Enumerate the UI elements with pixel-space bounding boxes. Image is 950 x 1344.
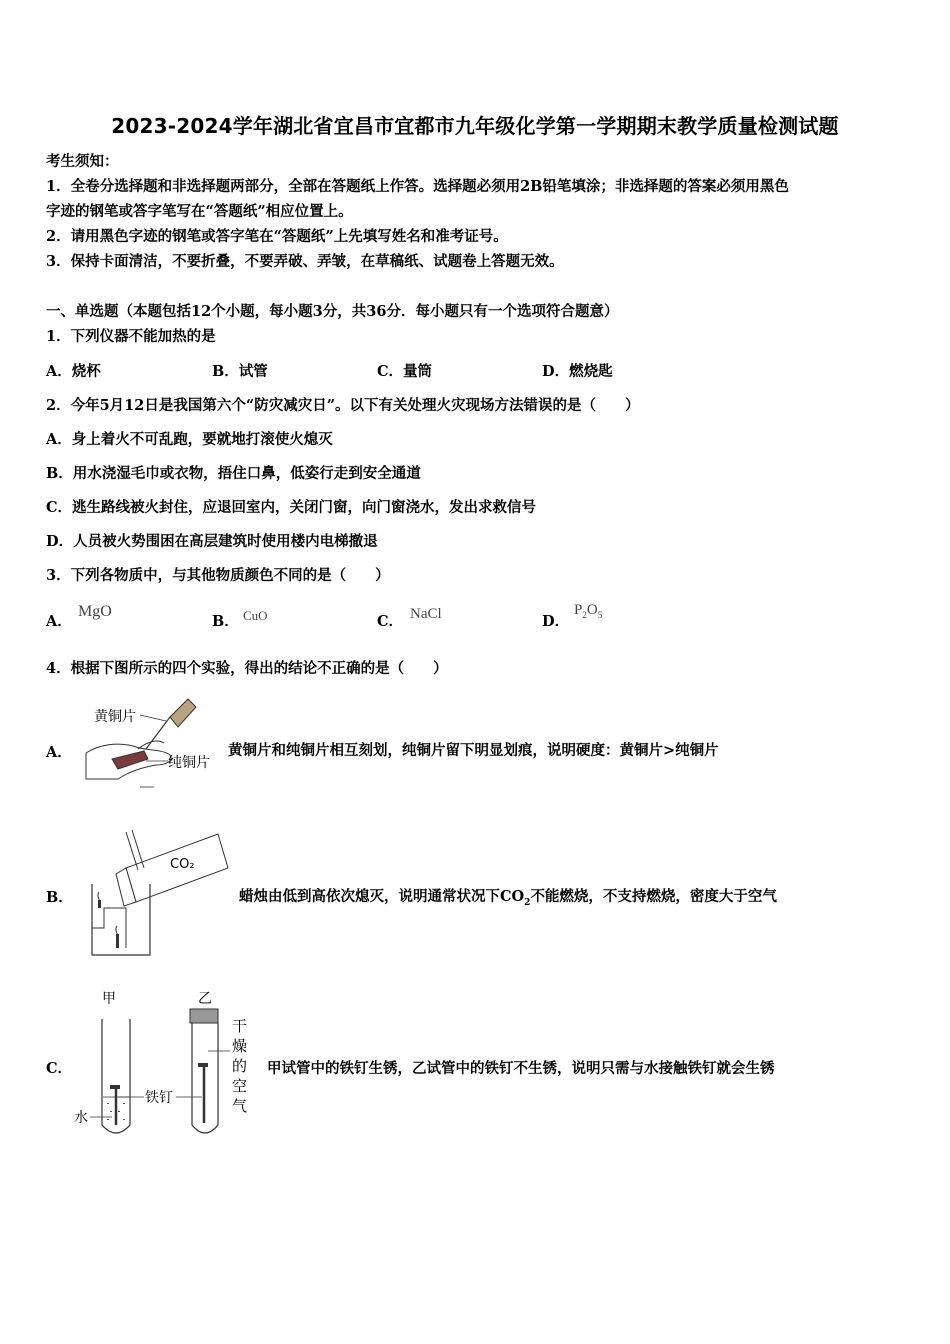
copper-label: 纯铜片	[168, 755, 210, 771]
rust-test-tubes-figure	[72, 985, 257, 1145]
q4-a-text: 黄铜片和纯铜片相互刻划，纯铜片留下明显划痕，说明硬度：黄铜片>纯铜片	[228, 742, 719, 759]
q4-c-text: 甲试管中的铁钉生锈，乙试管中的铁钉不生锈，说明只需与水接触铁钉就会生锈	[267, 1060, 775, 1077]
q4-a-letter: A．	[46, 744, 72, 761]
q2-option-a: A．身上着火不可乱跑，要就地打滚使火熄灭	[46, 431, 333, 448]
co2-label: CO₂	[170, 857, 195, 872]
q1-option-b: B．试管	[212, 363, 268, 380]
q4-b-text-sub: 2	[524, 897, 531, 908]
q4-b-text	[239, 887, 777, 913]
q4-b-text-pre: 蜡烛由低到高依次熄灭，说明通常状况下CO	[239, 888, 525, 905]
step-stand-shape	[92, 908, 126, 948]
candles-shape	[98, 892, 119, 948]
q4-stem: 4．根据下图所示的四个实验，得出的结论不正确的是（ ）	[46, 660, 448, 677]
section-heading: 一、单选题（本题包括12个小题，每小题3分，共36分．每小题只有一个选项符合题意）	[46, 303, 619, 320]
notice-heading: 考生须知：	[46, 153, 119, 170]
q3-formula-c: NaCl	[410, 606, 442, 622]
formula-d-p: P	[574, 602, 583, 618]
air-label-4: 空	[232, 1077, 248, 1095]
q2-stem: 2．今年5月12日是我国第六个“防灾减灾日”。以下有关处理火灾现场方法错误的是（ ）	[46, 397, 640, 414]
tube-a-label: 甲	[102, 991, 116, 1007]
brass-leader-line	[140, 715, 166, 721]
air-label-2: 燥	[232, 1037, 248, 1055]
q2-option-d: D．人员被火势围困在高层建筑时使用楼内电梯撤退	[46, 533, 378, 550]
q4-b-text-post: 不能燃烧，不支持燃烧，密度大于空气	[530, 888, 777, 905]
tube-b-shape	[190, 1009, 218, 1133]
brass-plate-shape	[140, 699, 196, 757]
q1-option-c: C．量筒	[377, 363, 433, 380]
q3-stem: 3．下列各物质中，与其他物质颜色不同的是（ ）	[46, 567, 390, 584]
notice-item-1-cont: 字迹的钢笔或答字笔写在“答题纸”相应位置上。	[46, 203, 353, 220]
notice-item-3: 3．保持卡面清洁，不要折叠，不要弄破、弄皱，在草稿纸、试题卷上答题无效。	[46, 253, 564, 270]
q3-letter-c: C．	[377, 613, 404, 630]
air-label-3: 的	[232, 1057, 248, 1075]
q3-letter-a: A．	[46, 613, 72, 630]
q2-option-b: B．用水浇湿毛巾或衣物，捂住口鼻，低姿行走到安全通道	[46, 465, 421, 482]
q1-option-a: A．烧杯	[46, 363, 101, 380]
q2-option-c: C．逃生路线被火封住，应退回室内，关闭门窗，向门窗浇水，发出求救信号	[46, 499, 537, 516]
air-label-1: 干	[232, 1017, 248, 1035]
q1-stem: 1．下列仪器不能加热的是	[46, 328, 216, 345]
formula-d-o-sub: 5	[597, 610, 603, 620]
notice-item-1: 1．全卷分选择题和非选择题两部分，全部在答题纸上作答。选择题必须用2B铅笔填涂；非选择题的答案必须用黑色	[46, 178, 789, 195]
q3-formula-a: MgO	[78, 603, 112, 620]
water-label: 水	[74, 1110, 88, 1126]
formula-d-p-sub: 2	[582, 610, 587, 620]
brass-label: 黄铜片	[94, 709, 136, 725]
brass-copper-scratch-figure	[78, 695, 228, 790]
notice-item-2: 2．请用黑色字迹的钢笔或答字笔在“答题纸”上先填写姓名和准考证号。	[46, 228, 508, 245]
co2-candle-figure	[86, 830, 231, 960]
tube-b-label: 乙	[198, 991, 212, 1007]
q3-formula-d	[574, 600, 602, 625]
q4-b-letter: B．	[46, 889, 73, 906]
q3-formula-b: CuO	[243, 608, 268, 623]
q3-letter-d: D．	[542, 613, 570, 630]
formula-d-o: O	[586, 602, 598, 618]
tube-a-shape	[102, 1019, 130, 1133]
page-title: 2023-2024学年湖北省宜昌市宜都市九年级化学第一学期期末教学质量检测试题	[111, 114, 839, 138]
nail-label: 铁钉	[145, 1090, 173, 1106]
q4-c-letter: C．	[46, 1060, 73, 1077]
air-label-5: 气	[232, 1097, 248, 1115]
q3-letter-b: B．	[212, 613, 239, 630]
q1-option-d: D．燃烧匙	[542, 363, 613, 380]
